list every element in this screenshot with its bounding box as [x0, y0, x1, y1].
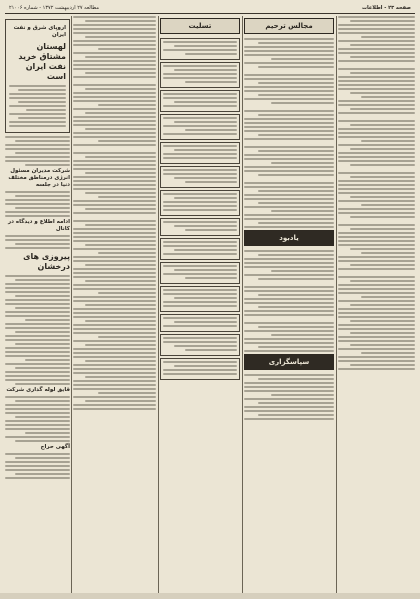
article-subhead-4: آگهی حراج	[40, 444, 70, 450]
section-title-memorials: مجالس ترحیم	[244, 18, 334, 34]
condolence-notice	[160, 262, 240, 284]
header-date: مطالعه ۲۷ اردیبهشت ۱۳۷۲ - شماره ۲۱۰۰۶	[9, 5, 100, 11]
condolence-notice	[160, 38, 240, 60]
article-headline-2: پیروزی های درخشان	[23, 252, 70, 271]
condolence-notice	[160, 334, 240, 356]
page-header	[5, 3, 415, 14]
condolence-notice	[160, 190, 240, 216]
condolence-notice	[160, 314, 240, 332]
article-subhead-1: شرکت مدیران مسئول انرژی درمناطق مختلف دنیا در جلسه	[8, 168, 70, 188]
column-condolences	[160, 16, 240, 593]
condolence-notice	[160, 166, 240, 188]
article-headline: لهستان مشتاق خرید نفت ایران است	[18, 42, 66, 81]
condolence-notice	[160, 358, 240, 380]
condolence-notice	[160, 286, 240, 312]
column-news	[5, 16, 70, 593]
news-box-top	[5, 19, 70, 133]
column-memorials	[244, 16, 334, 593]
article-kicker: اروپای شرق و نفت ایران	[13, 25, 66, 38]
condolence-notice	[160, 218, 240, 236]
column-ads-5	[338, 16, 415, 593]
condolence-notice	[160, 238, 240, 260]
condolence-notice	[160, 142, 240, 164]
header-page-number: صفحه ۲۳ - اطلاعات	[361, 5, 411, 11]
condolence-notice	[160, 62, 240, 88]
page-bottom-strip	[0, 593, 420, 599]
article-subhead-2: ادامه اطلاع و دیدگاه در کانال	[8, 219, 70, 232]
column-ads-2	[73, 16, 156, 593]
article-subhead-3: قایق لوله گذاری شرکت	[6, 387, 70, 393]
section-title-gratitude: سپاسگزاری	[244, 354, 334, 370]
section-title-condolences: تسلیت	[160, 18, 240, 34]
condolence-notice	[160, 90, 240, 112]
section-title-remembrance: یادبود	[244, 230, 334, 246]
condolence-notice	[160, 114, 240, 140]
